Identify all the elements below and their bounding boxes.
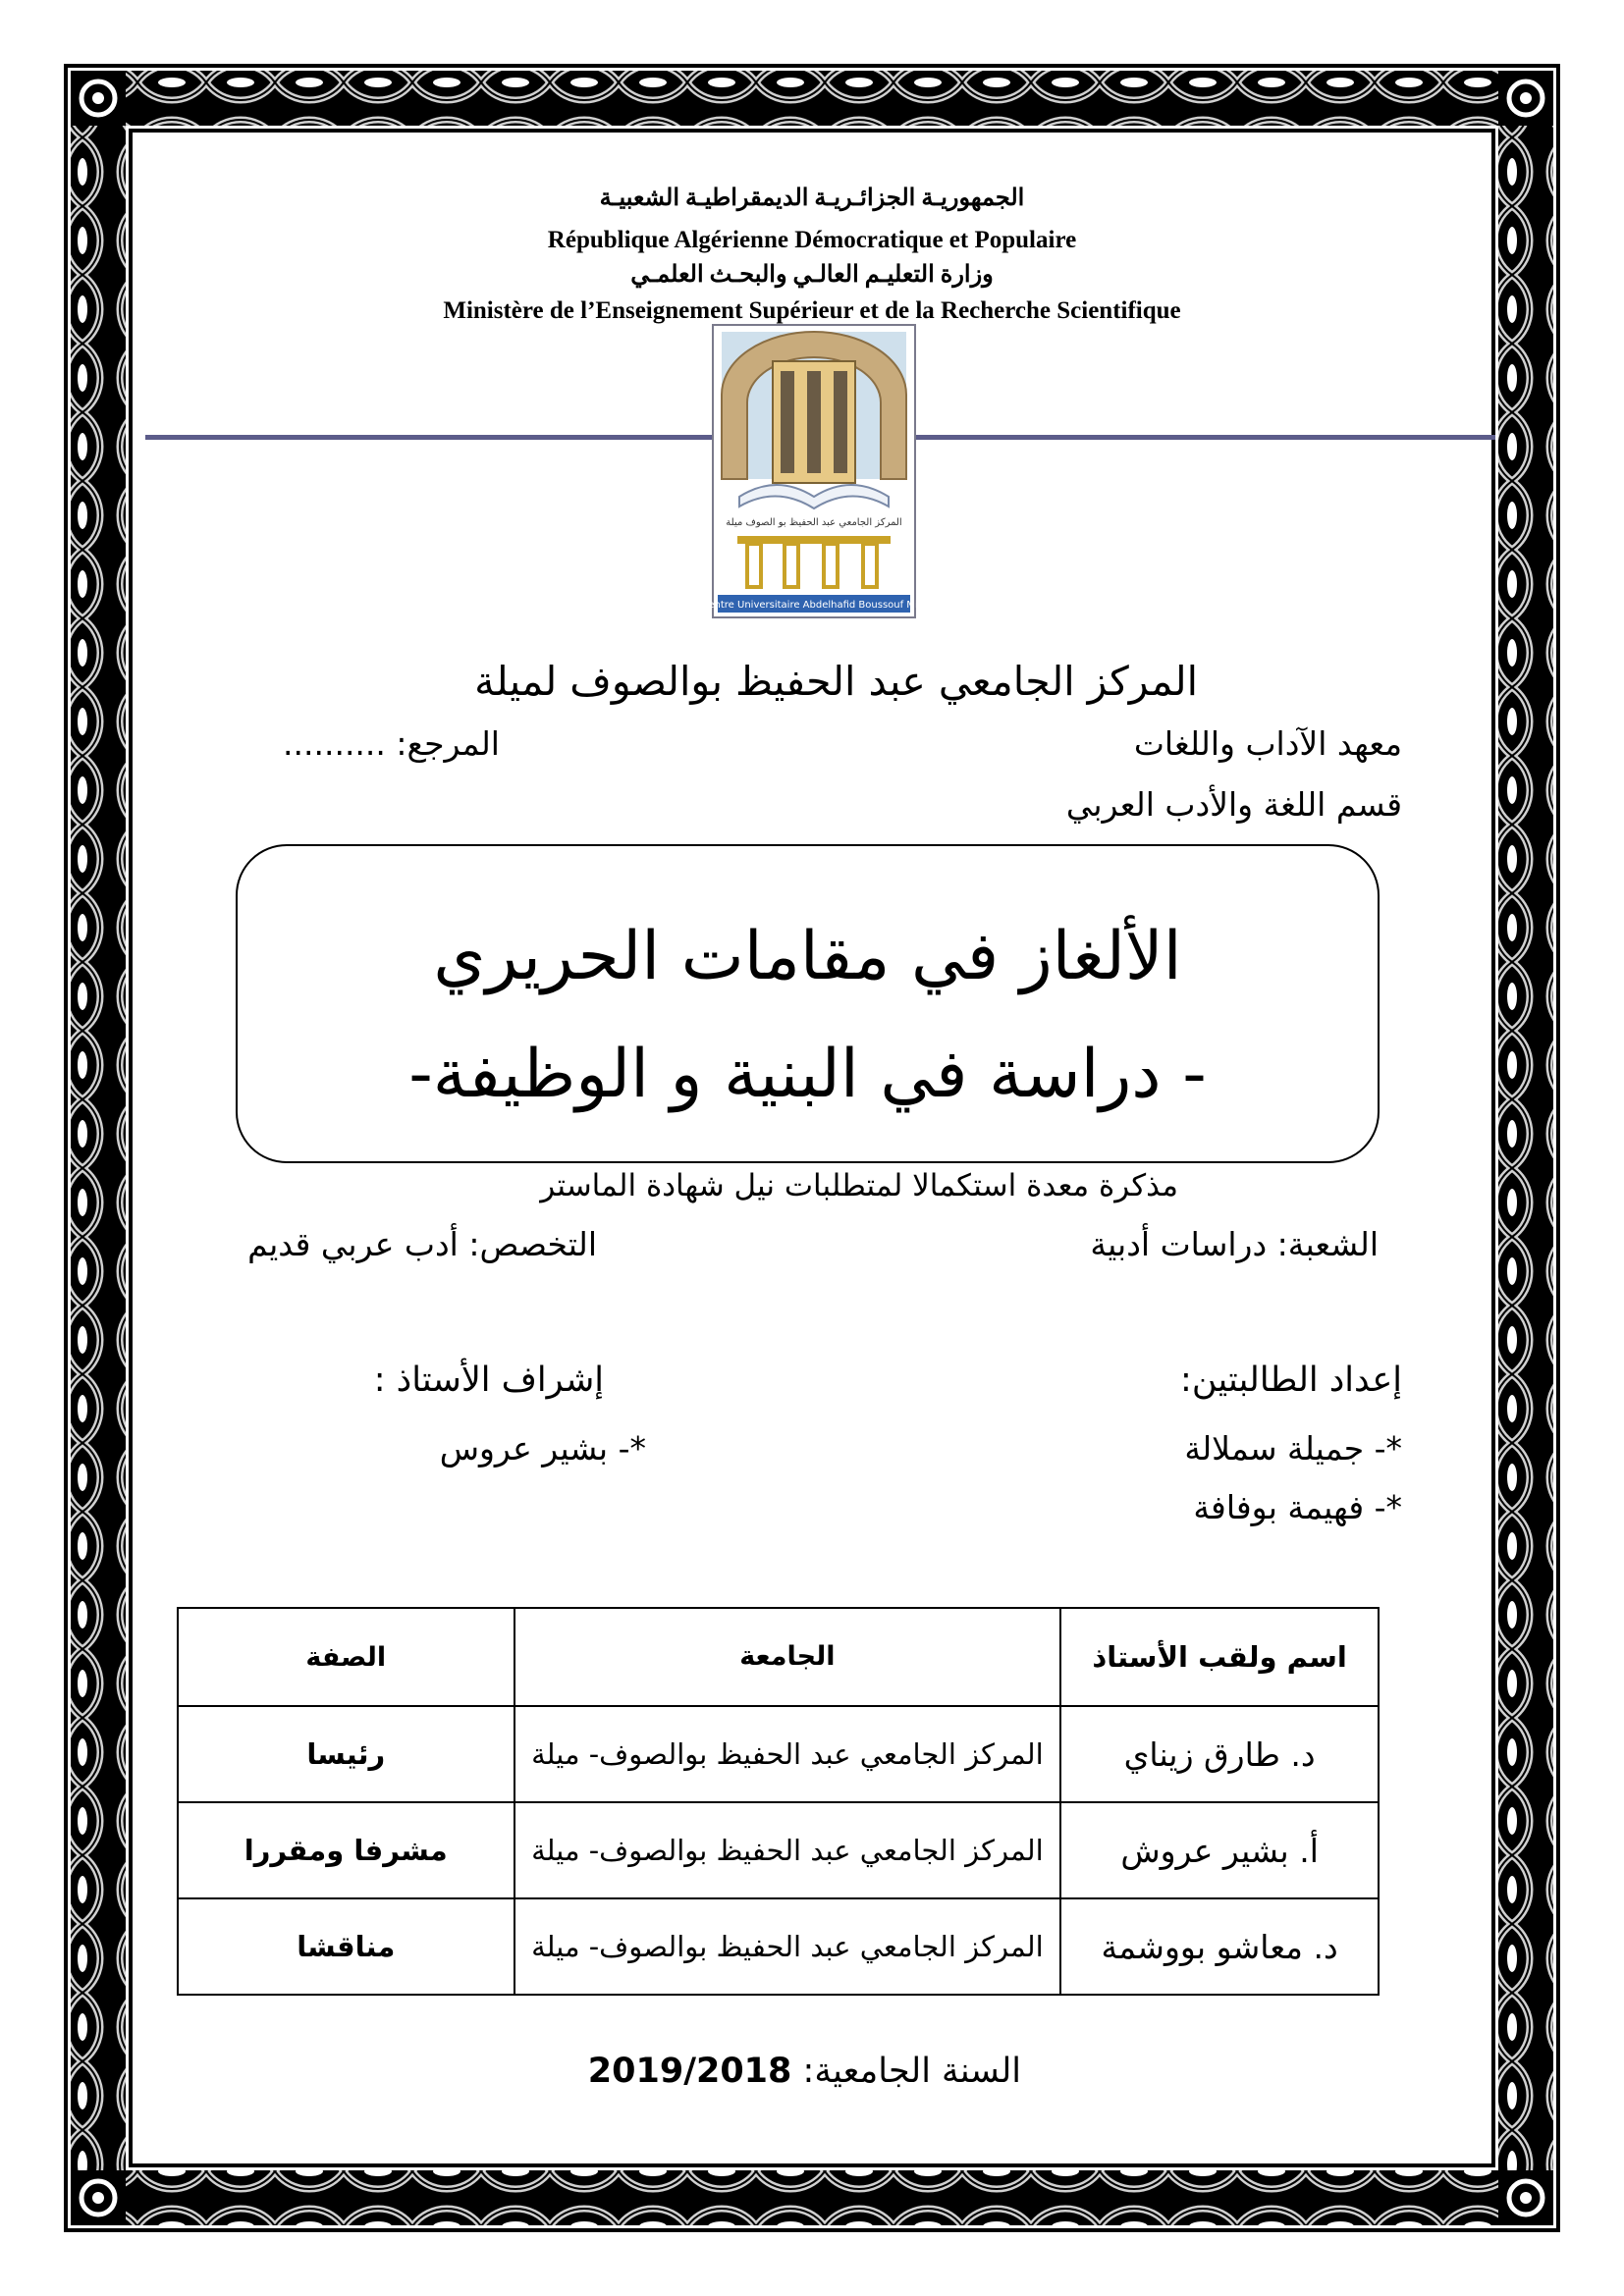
supervisor-name: *- بشير عروس bbox=[439, 1429, 646, 1468]
thesis-subtitle: - دراسة في البنية و الوظيفة- bbox=[408, 1036, 1207, 1113]
reference-field: المرجع: .......... bbox=[283, 724, 500, 763]
header-rule-left bbox=[145, 435, 712, 440]
institute-name: معهد الآداب واللغات bbox=[1133, 724, 1402, 763]
jury-university: المركز الجامعي عبد الحفيظ بوالصوف- ميلة bbox=[514, 1898, 1061, 1995]
thesis-title: الألغاز في مقامات الحريري bbox=[433, 918, 1182, 995]
jury-role: مشرفا ومقررا bbox=[178, 1802, 514, 1898]
corner-ornament-bottom-left bbox=[71, 2170, 126, 2225]
table-row bbox=[178, 1706, 1379, 1802]
table-row bbox=[178, 1898, 1379, 1995]
jury-name: أ. بشير عروش bbox=[1060, 1802, 1379, 1898]
jury-table bbox=[177, 1607, 1380, 1996]
jury-university: المركز الجامعي عبد الحفيظ بوالصوف- ميلة bbox=[514, 1802, 1061, 1898]
thesis-purpose: مذكرة معدة استكمالا لمتطلبات نيل شهادة الماستر bbox=[540, 1168, 1178, 1203]
specialty-label: التخصص: أدب عربي قديم bbox=[247, 1225, 597, 1263]
jury-name: د. معاشو بووشمة bbox=[1060, 1898, 1379, 1995]
jury-role: مناقشا bbox=[178, 1898, 514, 1995]
university-logo bbox=[701, 324, 927, 618]
republic-arabic: الجمهوريـة الجزائـريـة الديمقراطيـة الشعبيـة bbox=[599, 186, 1025, 211]
table-header-row bbox=[178, 1608, 1379, 1706]
ministry-arabic: وزارة التعليـم العالـي والبحـث العلمـي bbox=[630, 262, 994, 288]
jury-role: رئيسا bbox=[178, 1706, 514, 1802]
student-2: *- فهيمة بوفافة bbox=[1193, 1488, 1402, 1526]
ministry-french: Ministère de l’Enseignement Supérieur et de la Recherche Scientifique bbox=[443, 297, 1181, 324]
department-name: قسم اللغة والأدب العربي bbox=[1065, 785, 1402, 824]
corner-ornament-bottom-right bbox=[1498, 2170, 1553, 2225]
corner-ornament-top-right bbox=[1498, 71, 1553, 126]
supervisor-label: إشراف الأستاذ : bbox=[373, 1361, 604, 1400]
header-university: الجامعة bbox=[514, 1608, 1061, 1706]
header-name: اسم ولقب الأستاذ bbox=[1060, 1608, 1379, 1706]
jury-name: د. طارق زيناي bbox=[1060, 1706, 1379, 1802]
header-rule-right bbox=[916, 435, 1495, 440]
academic-year-label: السنة الجامعية: bbox=[802, 2052, 1021, 2091]
jury-university: المركز الجامعي عبد الحفيظ بوالصوف- ميلة bbox=[514, 1706, 1061, 1802]
header-role: الصفة bbox=[178, 1608, 514, 1706]
university-name: المركز الجامعي عبد الحفيظ بوالصوف لميلة bbox=[474, 658, 1198, 705]
academic-year-value: 2019/2018 bbox=[587, 2052, 792, 2091]
academic-year bbox=[393, 2052, 1021, 2091]
students-label: إعداد الطالبتين: bbox=[1180, 1361, 1402, 1400]
branch-label: الشعبة: دراسات أدبية bbox=[1090, 1225, 1379, 1263]
logo-latin-caption: Centre Universitaire Abdelhafid Boussouf Mila bbox=[701, 600, 927, 611]
logo-arabic-caption: المركز الجامعي عبد الحفيظ بو الصوف ميلة bbox=[726, 517, 902, 528]
student-1: *- جميلة سملالة bbox=[1184, 1429, 1402, 1468]
corner-ornament-top-left bbox=[71, 71, 126, 126]
republic-french: République Algérienne Démocratique et Populaire bbox=[547, 227, 1077, 253]
table-row bbox=[178, 1802, 1379, 1898]
thesis-title-box bbox=[236, 844, 1380, 1163]
